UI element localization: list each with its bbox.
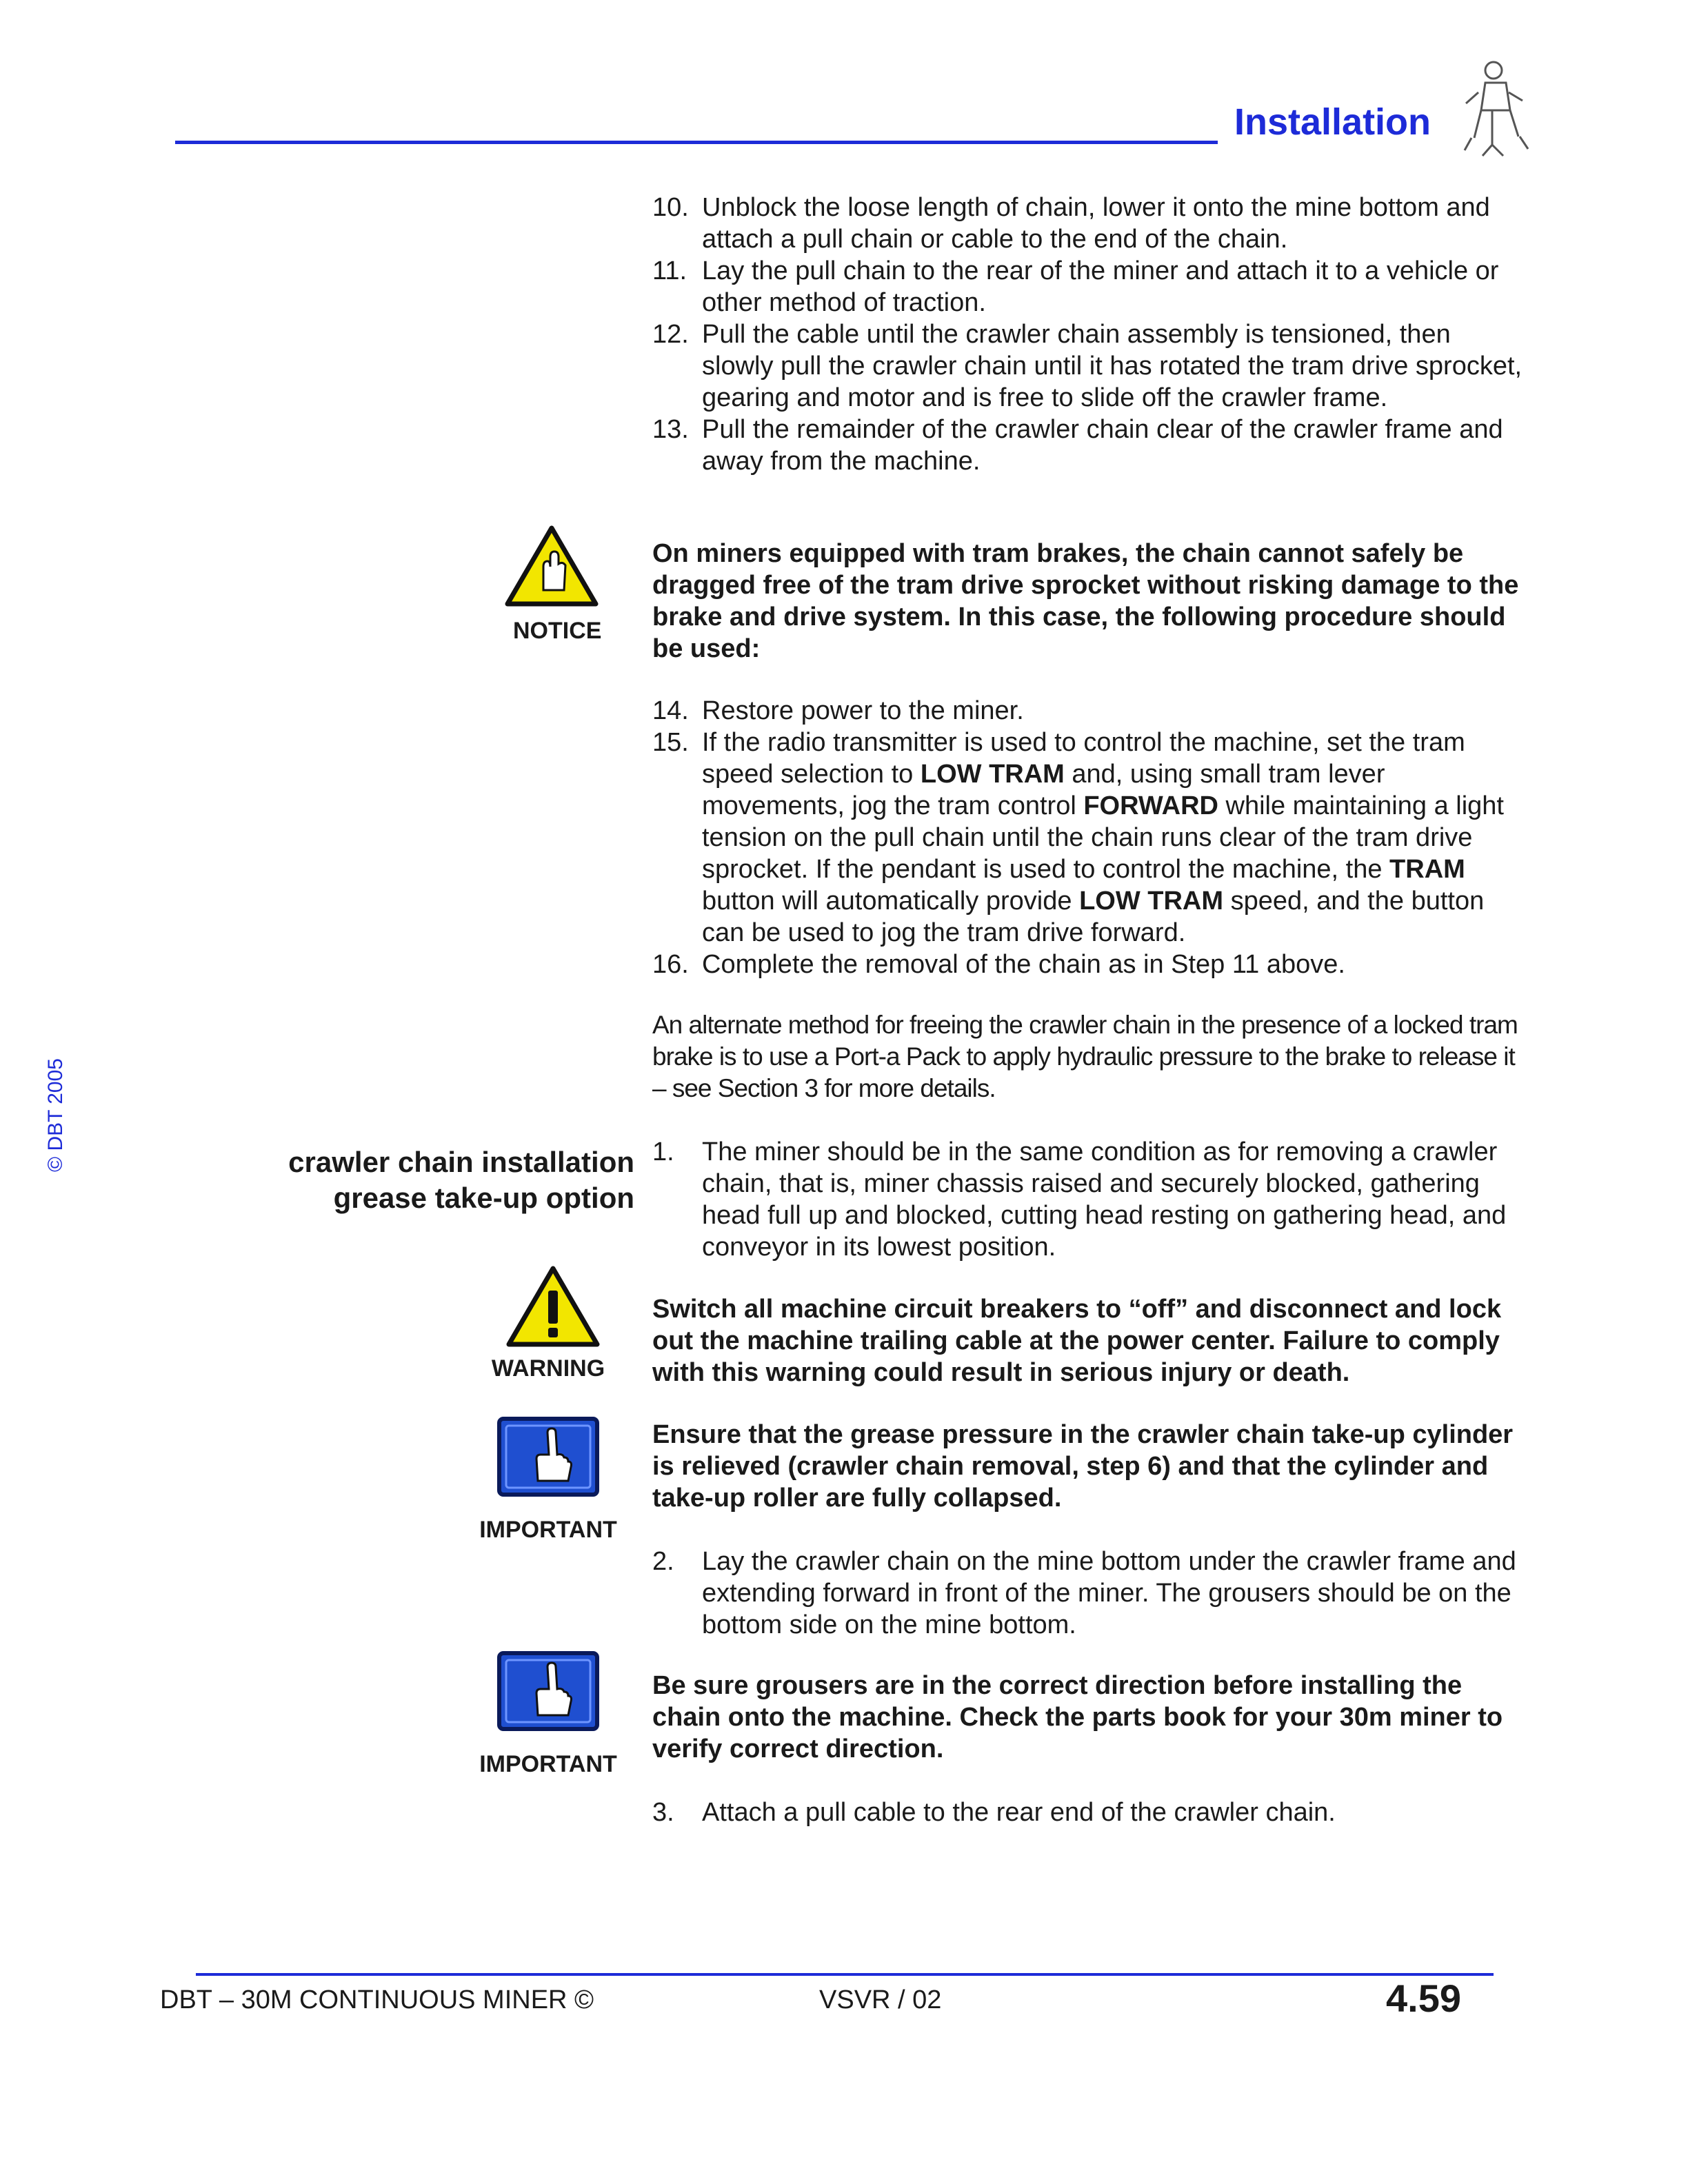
important-text: Be sure grousers are in the correct direction before installing the chain onto the machine. Check the parts book for your 30m miner to verify correct direction. [652,1671,1503,1763]
warning-label: WARNING [491,1355,605,1382]
step-text: Lay the crawler chain on the mine bottom under the crawler frame and extending forward in front of the miner. The grousers should be on the bottom side on the mine bottom. [702,1547,1516,1639]
step-text: Unblock the loose length of chain, lower it onto the mine bottom and attach a pull chain or cable to the end of the chain. [702,193,1490,254]
step-text: Lay the pull chain to the rear of the miner and attach it to a vehicle or other method of traction. [702,256,1499,317]
step-text: Attach a pull cable to the rear end of the crawler chain. [702,1798,1336,1827]
list-item [652,414,1528,477]
list-item [652,949,1528,980]
step-number: 12. [652,320,689,349]
step-number: 1. [652,1138,674,1166]
page-number: 4.59 [1386,1976,1461,2020]
list-item [652,255,1528,318]
pointing-hand-icon [496,1650,600,1732]
copyright-watermark: © DBT 2005 [44,1058,67,1172]
step-number: 10. [652,193,689,222]
bold-term: TRAM [1389,855,1465,884]
pointing-hand-icon [496,1416,600,1497]
step-number: 11. [652,256,687,285]
list-item [652,318,1528,414]
list-item [652,1797,1528,1828]
step-text: Pull the remainder of the crawler chain clear of the crawler frame and away from the machine. [702,415,1503,476]
hand-hazard-triangle-icon [503,524,600,608]
notice-text: On miners equipped with tram brakes, the chain cannot safely be dragged free of the tram drive sprocket without risking damage to the brake and drive system. In this case, the following procedure should be used: [652,539,1519,663]
steps-part2 [652,695,1528,980]
step-number: 2. [652,1547,674,1576]
list-item [652,1136,1528,1263]
step-number: 14. [652,696,689,725]
step-number: 3. [652,1798,674,1827]
section-heading-line: grease take-up option [333,1182,634,1214]
step-number: 13. [652,415,689,444]
section-heading-line: crawler chain installation [288,1146,634,1178]
list-item [652,727,1528,949]
list-item [652,192,1528,255]
list-item [652,1546,1528,1641]
step-text: button will automatically provide [702,887,1080,916]
alternate-method-paragraph: An alternate method for freeing the crawler chain in the presence of a locked tram brake is to use a Port-a Pack to apply hydraulic pressure to the brake to release it – see Section 3 for more details. [652,1011,1518,1102]
notice-label: NOTICE [513,618,602,644]
important-label: IMPORTANT [479,1751,617,1777]
step-text: while maintaining a light tension on the pull chain until the chain runs clear of the tram drive sprocket. If the pendant is used to control the machine, the [702,791,1504,884]
step-number: 15. [652,728,689,757]
install-step-2 [652,1546,1528,1641]
install-step-3 [652,1797,1528,1828]
important-label: IMPORTANT [479,1517,617,1543]
step-text: Complete the removal of the chain as in Step 11 above. [702,950,1345,979]
step-number: 16. [652,950,689,979]
important-text: Ensure that the grease pressure in the crawler chain take-up cylinder is relieved (crawler chain removal, step 6) and that the cylinder and take-up roller are fully collapsed. [652,1420,1514,1513]
page-title: Installation [1234,101,1431,143]
step-text: speed, and the button can be used to jog the tram drive forward. [702,887,1485,947]
steps-part1 [652,192,1528,477]
install-step-1 [652,1136,1528,1263]
step-text: Restore power to the miner. [702,696,1024,725]
bold-term: LOW TRAM [1079,887,1224,916]
step-text: If the radio transmitter is used to control the machine, set the tram speed selection to [702,728,1465,789]
bold-term: FORWARD [1083,791,1218,820]
step-text: and, using small tram lever movements, jog the tram control [702,760,1385,820]
list-item [652,695,1528,727]
bold-term: LOW TRAM [920,760,1065,789]
warning-text: Switch all machine circuit breakers to “off” and disconnect and lock out the machine trailing cable at the power center. Failure to comply with this warning could result in serious injury or death. [652,1295,1502,1387]
footer-revision: VSVR / 02 [819,1985,942,2014]
step-text: Pull the cable until the crawler chain assembly is tensioned, then slowly pull the crawler chain until it has rotated the tram drive sprocket, gearing and motor and is free to slide off the crawler frame. [702,320,1523,412]
header-rule [175,141,1218,144]
footer-rule [196,1973,1494,1976]
section-heading [207,1144,634,1216]
footer-document-title: DBT – 30M CONTINUOUS MINER © [160,1985,594,2014]
miner-figure-icon [1451,55,1534,159]
exclamation-triangle-icon [505,1264,601,1348]
step-text: The miner should be in the same condition as for removing a crawler chain, that is, miner chassis raised and securely blocked, gathering head full up and blocked, cutting head resting on gathering head, and conveyor in its lowest position. [702,1138,1507,1262]
